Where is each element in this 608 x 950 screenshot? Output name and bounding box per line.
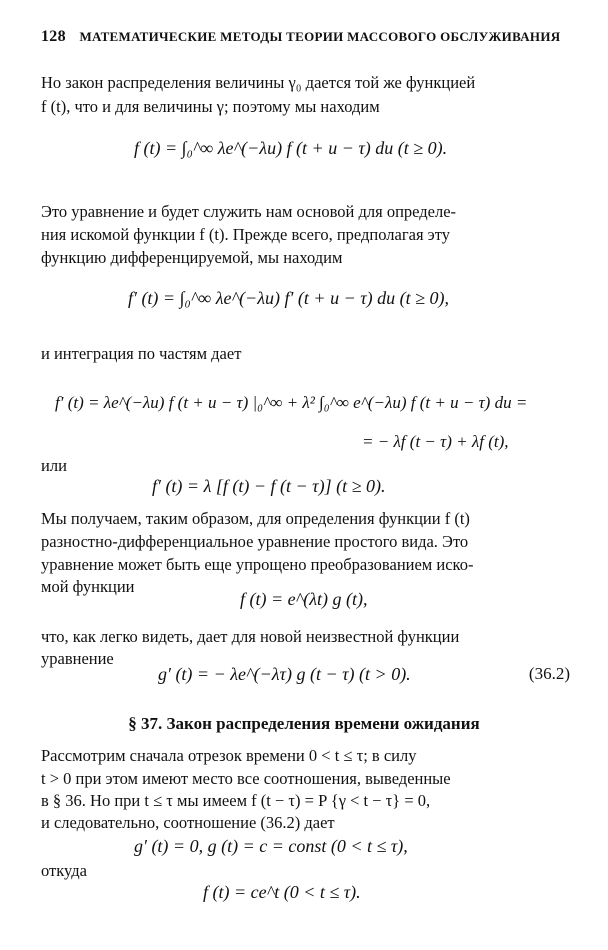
section-heading: § 37. Закон распределения времени ожидания bbox=[128, 714, 480, 733]
text-line: откуда bbox=[41, 861, 87, 880]
equation: f′ (t) = λe^(−λu) f (t + u − τ) |₀^∞ + λ² ∫₀^∞ e^(−λu) f (t + u − τ) du = bbox=[55, 393, 528, 412]
equation: g′ (t) = 0, g (t) = c = const (0 < t ≤ τ), bbox=[134, 836, 408, 856]
text-line: уравнение может быть еще упрощено преобразованием иско- bbox=[41, 555, 474, 574]
text-line: или bbox=[41, 456, 67, 475]
text-line: Это уравнение и будет служить нам основой для определе- bbox=[41, 202, 457, 221]
running-header bbox=[41, 28, 560, 46]
equation: = − λf (t − τ) + λf (t), bbox=[362, 432, 509, 451]
text-line: Рассмотрим сначала отрезок времени 0 < t ≤ τ; в силу bbox=[41, 746, 417, 765]
text-line: и следовательно, соотношение (36.2) дает bbox=[41, 813, 335, 832]
text-line: и интеграция по частям дает bbox=[41, 344, 242, 363]
page-number: 128 bbox=[41, 28, 66, 45]
text-line: f (t), что и для величины γ; поэтому мы находим bbox=[41, 97, 380, 116]
text-line: ния искомой функции f (t). Прежде всего, предполагая эту bbox=[41, 225, 450, 244]
equation: f′ (t) = λ [f (t) − f (t − τ)] (t ≥ 0). bbox=[152, 476, 386, 496]
equation: f (t) = e^(λt) g (t), bbox=[240, 589, 368, 609]
text-line: Но закон распределения величины γ₀ дается той же функцией bbox=[41, 73, 476, 92]
equation: g′ (t) = − λe^(−λτ) g (t − τ) (t > 0). bbox=[158, 664, 411, 684]
equation-number: (36.2) bbox=[528, 664, 570, 683]
running-title: МАТЕМАТИЧЕСКИЕ МЕТОДЫ ТЕОРИИ МАССОВОГО ОБСЛУЖИВАНИЯ bbox=[79, 29, 561, 44]
equation: f (t) = ce^t (0 < t ≤ τ). bbox=[203, 882, 361, 902]
text-line: разностно-дифференциальное уравнение простого вида. Это bbox=[41, 532, 469, 551]
text-line: t > 0 при этом имеют место все соотношения, выведенные bbox=[41, 769, 451, 788]
text-line: уравнение bbox=[41, 649, 114, 668]
text-line: функцию дифференцируемой, мы находим bbox=[41, 248, 343, 267]
text-line: что, как легко видеть, дает для новой неизвестной функции bbox=[41, 627, 460, 646]
text-line: мой функции bbox=[41, 577, 135, 596]
equation: f (t) = ∫₀^∞ λe^(−λu) f (t + u − τ) du (t ≥ 0). bbox=[134, 138, 448, 158]
text-line: в § 36. Но при t ≤ τ мы имеем f (t − τ) = P {γ < t − τ} = 0, bbox=[41, 791, 431, 810]
text-line: Мы получаем, таким образом, для определения функции f (t) bbox=[41, 509, 470, 528]
equation: f′ (t) = ∫₀^∞ λe^(−λu) f′ (t + u − τ) du (t ≥ 0), bbox=[128, 288, 450, 308]
